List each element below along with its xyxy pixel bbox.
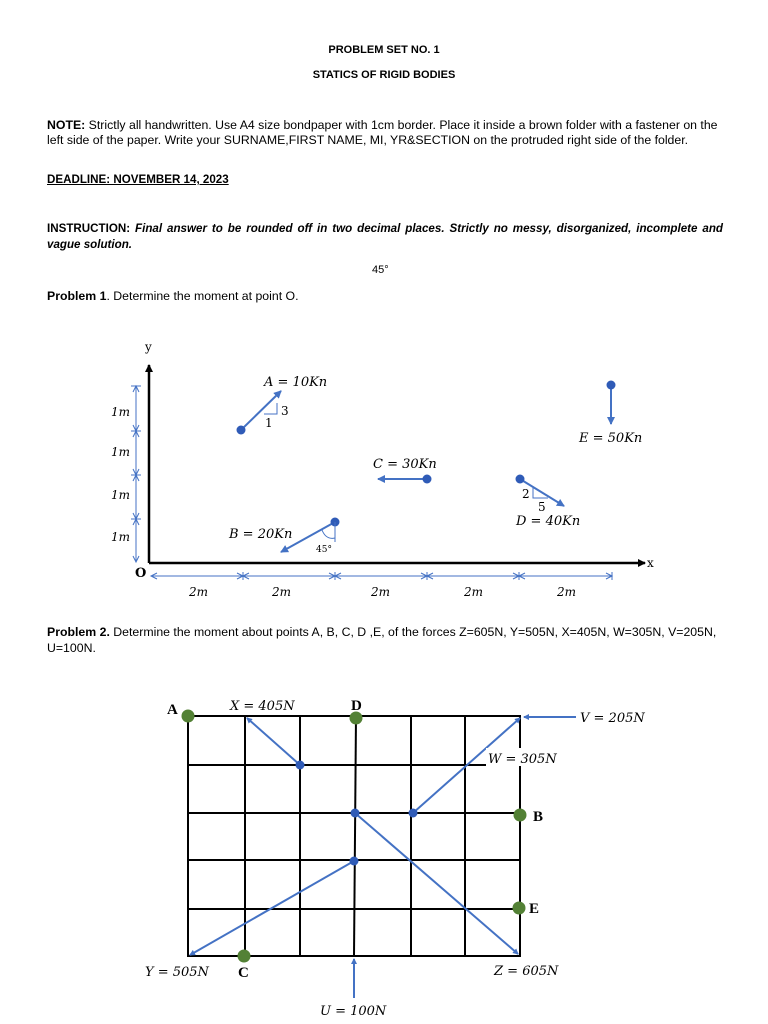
force-x-label: X = 405N <box>230 699 295 714</box>
point-c-label: C <box>238 965 249 981</box>
force-x-point <box>296 761 305 770</box>
origin-label: O <box>135 566 147 581</box>
vdim-label-1: 1m <box>111 405 131 419</box>
problem1-diagram <box>111 340 654 599</box>
force-a-label: A = 10Kn <box>264 375 328 390</box>
force-x-arrow <box>247 718 300 765</box>
force-e-point <box>607 381 616 390</box>
instruction-label: INSTRUCTION: <box>47 222 131 235</box>
point-c <box>238 950 251 963</box>
force-b-label: B = 20Kn <box>229 527 293 542</box>
force-b <box>228 518 340 556</box>
force-c <box>373 457 437 484</box>
note-label: NOTE: <box>47 118 86 132</box>
note-text: Strictly all handwritten. Use A4 size bondpaper with 1cm border. Place it inside a brown folder with a fastener on the left side of the paper. Write your SURNAME,FIRST NAME, MI, YR&SECTION on the protruded right side of the folder. <box>47 118 718 147</box>
horizontal-dimension <box>151 572 612 599</box>
force-e <box>578 381 642 447</box>
force-d-run: 5 <box>538 500 546 514</box>
point-a <box>182 710 195 723</box>
y-axis-label: y <box>145 340 152 354</box>
force-d <box>515 475 580 530</box>
force-v-label: V = 205N <box>580 711 645 726</box>
force-c-label: C = 30Kn <box>373 457 437 472</box>
point-e-label: E <box>529 901 540 917</box>
deadline: DEADLINE: NOVEMBER 14, 2023 <box>47 173 229 186</box>
point-b-label: B <box>533 809 544 825</box>
force-y-label: Y = 505N <box>145 965 209 980</box>
problem1-label: Problem 1 <box>47 289 107 303</box>
force-d-label: D = 40Kn <box>516 514 581 529</box>
instruction-text: Final answer to be rounded off in two decimal places. Strictly no messy, disorganized, incomplete and vague solution. <box>47 222 723 251</box>
problem2-diagram <box>145 698 645 1019</box>
force-y-point <box>350 857 359 866</box>
hdim-label-5: 2m <box>557 585 577 599</box>
x-axis-label: x <box>647 556 654 570</box>
force-c-point <box>423 475 432 484</box>
force-d-rise: 2 <box>522 487 530 501</box>
force-z-point <box>351 809 360 818</box>
problem2-label: Problem 2. <box>47 625 110 639</box>
force-z-arrow <box>355 813 518 954</box>
force-b-angle: 45° <box>316 545 332 555</box>
stray-angle-label: 45° <box>372 264 389 276</box>
force-z-label: Z = 605N <box>494 964 559 979</box>
force-a <box>237 375 328 435</box>
hdim-label-3: 2m <box>371 585 391 599</box>
vdim-label-3: 1m <box>111 488 131 502</box>
point-a-label: A <box>167 702 178 718</box>
vertical-dimension <box>111 386 141 562</box>
vdim-label-4: 1m <box>111 530 131 544</box>
force-a-run: 1 <box>265 416 273 430</box>
point-e <box>513 902 526 915</box>
force-a-rise: 3 <box>281 404 289 418</box>
force-e-label: E = 50Kn <box>579 431 643 446</box>
problem2-text: Determine the moment about points A, B, C, D ,E, of the forces Z=605N, Y=505N, X=405N, W=305N, V=205N, U=100N. <box>47 625 717 655</box>
problem1-text: . Determine the moment at point O. <box>106 289 299 303</box>
vdim-label-2: 1m <box>111 445 131 459</box>
page-title: PROBLEM SET NO. 1 <box>328 44 440 56</box>
hdim-label-4: 2m <box>464 585 484 599</box>
force-d-point <box>516 475 525 484</box>
point-b <box>514 809 527 822</box>
hdim-label-1: 2m <box>189 585 209 599</box>
point-d-label: D <box>351 698 362 714</box>
force-w-label: W = 305N <box>488 752 557 767</box>
hdim-label-2: 2m <box>272 585 292 599</box>
force-u-label: U = 100N <box>320 1004 387 1019</box>
force-a-point <box>237 426 246 435</box>
page-subtitle: STATICS OF RIGID BODIES <box>312 69 456 81</box>
grid <box>188 716 520 956</box>
force-w-point <box>409 809 418 818</box>
